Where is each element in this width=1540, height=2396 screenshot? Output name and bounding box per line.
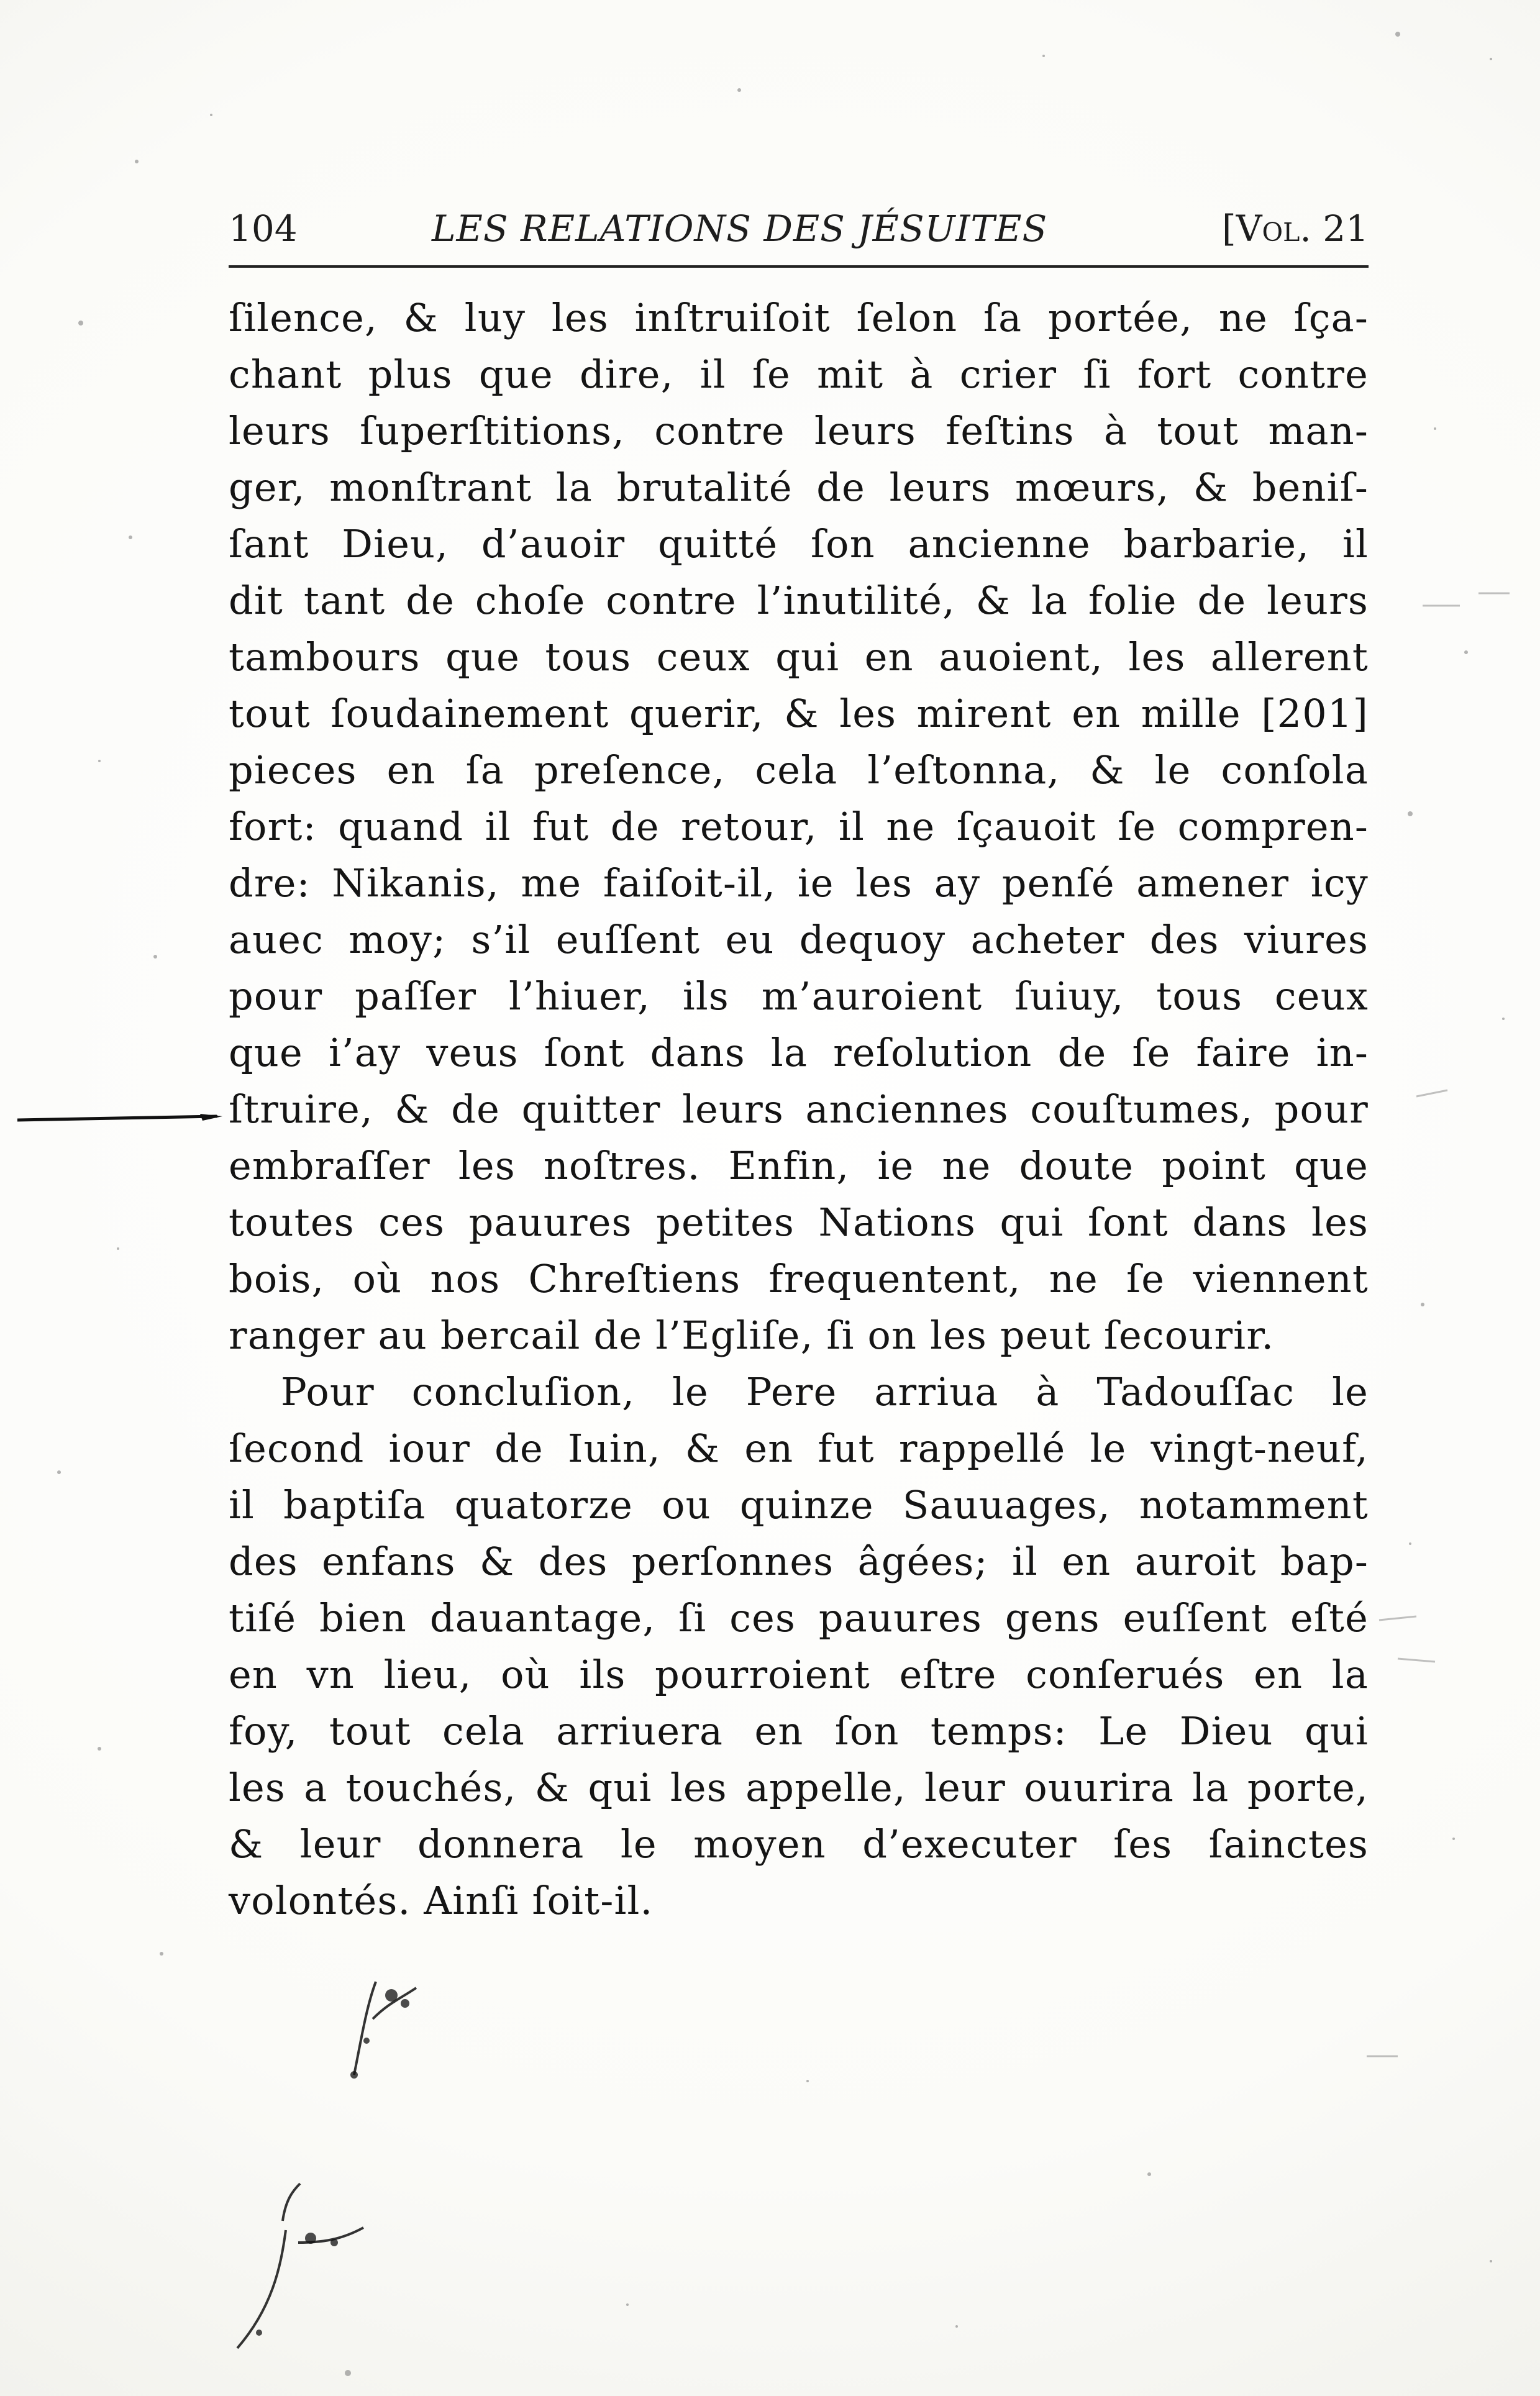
text-line: pieces en ſa preſence, cela l’eſtonna, & le conſola [229,747,1369,793]
text-line: toutes ces pauures petites Nations qui ſont dans les [229,1200,1369,1245]
text-line: fort: quand il fut de retour, il ne ſçauoit ſe compren- [229,804,1369,849]
volume-label: [Vol. 21 [1221,207,1369,250]
margin-pointer-mark [17,1114,222,1124]
text-line: auec moy; s’il euſſent eu dequoy acheter des viures [229,917,1369,962]
text-line: pour paſſer l’hiuer, ils m’auroient ſuiuy, tous ceux [229,973,1369,1019]
text-line: tout ſoudainement querir, & les mirent en mille [201] [229,691,1369,736]
header-rule [229,265,1369,268]
text-line: tiſé bien dauantage, ſi ces pauures gens euſſent eſté [229,1595,1369,1641]
text-line: ſecond iour de Iuin, & en fut rappellé le vingt-neuf, [229,1426,1369,1471]
ink-blot-marks [224,1944,491,2354]
text-line: leurs ſuperſtitions, contre leurs feſtins à tout man- [229,408,1369,453]
running-title: LES RELATIONS DES JÉSUITES [432,207,1048,250]
text-line: ſant Dieu, d’auoir quitté ſon ancienne barbarie, il [229,521,1369,567]
text-line: les a touchés, & qui les appelle, leur ouurira la porte, [229,1765,1369,1810]
text-line: des enfans & des perſonnes âgées; il en auroit bap- [229,1539,1369,1584]
text-line: volontés. Ainſi ſoit-il. [229,1878,654,1923]
text-line: ger, monſtrant la brutalité de leurs mœurs, & beniſ- [229,465,1369,510]
text-line: en vn lieu, où ils pourroient eſtre conſerués en la [229,1652,1369,1697]
text-line: il baptiſa quatorze ou quinze Sauuages, notamment [229,1482,1369,1528]
text-line: tambours que tous ceux qui en auoient, les allerent [229,634,1369,680]
text-line: dit tant de choſe contre l’inutilité, & la folie de leurs [229,578,1369,623]
text-line: ſtruire, & de quitter leurs anciennes couſtumes, pour [229,1086,1369,1132]
text-line: bois, où nos Chreſtiens frequentent, ne ſe viennent [229,1256,1369,1301]
page-header [229,201,1369,257]
text-line: embraſſer les noſtres. Enfin, ie ne doute point que [229,1143,1369,1188]
text-line: dre: Nikanis, me faiſoit-il, ie les ay penſé amener icy [229,860,1369,906]
text-line: & leur donnera le moyen d’executer ſes ſainctes [229,1821,1369,1867]
text-line: ranger au bercail de l’Egliſe, ſi on les peut ſecourir. [229,1313,1275,1358]
text-line: foy, tout cela arriuera en ſon temps: Le Dieu qui [229,1708,1369,1754]
text-line: que i’ay veus ſont dans la reſolution de ſe faire in- [229,1030,1369,1075]
page-number: 104 [229,207,298,250]
text-line: Pour concluſion, le Pere arriua à Tadouſſac le [281,1369,1369,1414]
text-line: chant plus que dire, il ſe mit à crier ſi fort contre [229,352,1369,397]
text-line: ſilence, & luy les inſtruiſoit ſelon ſa portée, ne ſça- [229,295,1369,340]
body-text [229,289,1369,1929]
